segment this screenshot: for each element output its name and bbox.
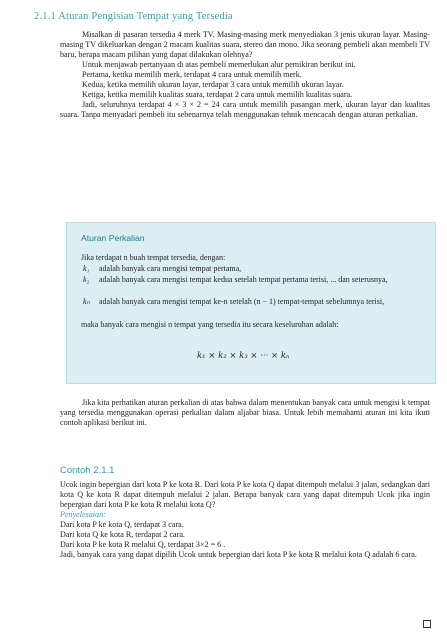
rule-item-text: adalah banyak cara mengisi tempat kedua setelah tempat pertama terisi, ... dan seterusnya,: [99, 275, 388, 284]
rule-formula: k₁ × k₂ × k₃ × ··· × kₙ: [197, 351, 290, 361]
intro-paragraph-1: Misalkan di pasaran tersedia 4 merk TV. Masing-masing merk menyediakan 3 jenis ukuran layar. Masing-masing TV dikeluarkan dengan 2 macam kualitas suara, stereo dan mono. Jika seorang pembeli akan membeli TV baru, berapa macam pilihan yang dapat dilakukan olehnya?: [60, 30, 430, 59]
rule-item: [81, 297, 417, 318]
rule-item-symbol: k₁: [83, 264, 90, 273]
intro-paragraph-6: Jadi, seluruhnya terdapat 4 × 3 × 2 = 24 cara untuk memilih pasangan merk, ukuran layar dan kualitas suara. Tanpa menyadari pembeli itu sebenarnya telah menggunakan tehnik mencacah dengan aturan perkalian.: [60, 100, 430, 119]
solution-line-1: Dari kota P ke kota Q, terdapat 3 cara.: [60, 520, 184, 529]
rule-item: [81, 275, 417, 296]
solution-label: Penyelesaian:: [60, 510, 106, 519]
example-body: [60, 480, 430, 560]
rule-item-symbol: k₂: [83, 275, 90, 284]
rule-box-title: Aturan Perkalian: [81, 233, 145, 243]
multiplication-rule-box: [66, 222, 436, 384]
rule-item-text: adalah banyak cara mengisi tempat ke-n setelah (n − 1) tempat-tempat sebelumnya terisi,: [99, 297, 385, 306]
section-title: 2.1.1 Aturan Pengisian Tempat yang Tersedia: [34, 11, 233, 22]
rule-box-lead: Jika terdapat n buah tempat tersedia, dengan:: [81, 253, 226, 262]
intro-text: [60, 30, 430, 120]
rule-item-text: adalah banyak cara mengisi tempat pertama,: [99, 264, 242, 273]
after-box-paragraph: Jika kita perhatikan aturan perkalian di atas bahwa dalam menentukan banyak cara untuk mengisi k tempat yang tersedia menggunakan operasi perkalian dalam aljabar biasa. Untuk lebih memahami aturan ini kita ikuti contoh aplikasi berikut ini.: [60, 398, 430, 427]
intro-paragraph-4: Kedua, ketika memilih ukuran layar, terdapat 3 cara untuk memilih ukuran layar.: [82, 80, 344, 89]
example-title: Contoh 2.1.1: [60, 465, 115, 476]
example-question: Ucok ingin bepergian dari kota P ke kota R. Dari kota P ke kota Q dapat ditempuh melalui 3 jalan, sedangkan dari kota Q ke kota R dapat ditempuh melalui 2 jalan. Berapa banyak cara yang dapat ditempuh Ucok jika ingin bepergian dari kota P ke kota R melalui kota Q?: [60, 480, 430, 509]
solution-line-2: Dari kota Q ke kota R, terdapat 2 cara.: [60, 530, 185, 539]
after-box-text: [60, 398, 430, 428]
solution-line-4: Jadi, banyak cara yang dapat dipilih Ucok untuk bepergian dari kota P ke kota R melalui kota Q adalah 6 cara.: [60, 550, 417, 559]
solution-line-3: Dari kota P ke kota R melalui Q, terdapat 3×2 = 6 .: [60, 540, 226, 549]
intro-paragraph-3: Pertama, ketika memilih merk, terdapat 4 cara untuk memilih merk.: [82, 70, 302, 79]
rule-item-symbol: kₙ: [83, 297, 90, 306]
end-of-example-marker: [423, 620, 431, 628]
rule-item: [81, 264, 417, 275]
intro-paragraph-5: Ketiga, ketika memilih kualitas suara, terdapat 2 cara untuk memilih kualitas suara.: [82, 90, 353, 99]
rule-box-conclusion: maka banyak cara mengisi n tempat yang tersedia itu secara keseluruhan adalah:: [81, 320, 339, 329]
intro-paragraph-2: Untuk menjawab pertanyaan di atas pembeli memerlukan alur pemikiran berikut ini.: [82, 60, 356, 69]
